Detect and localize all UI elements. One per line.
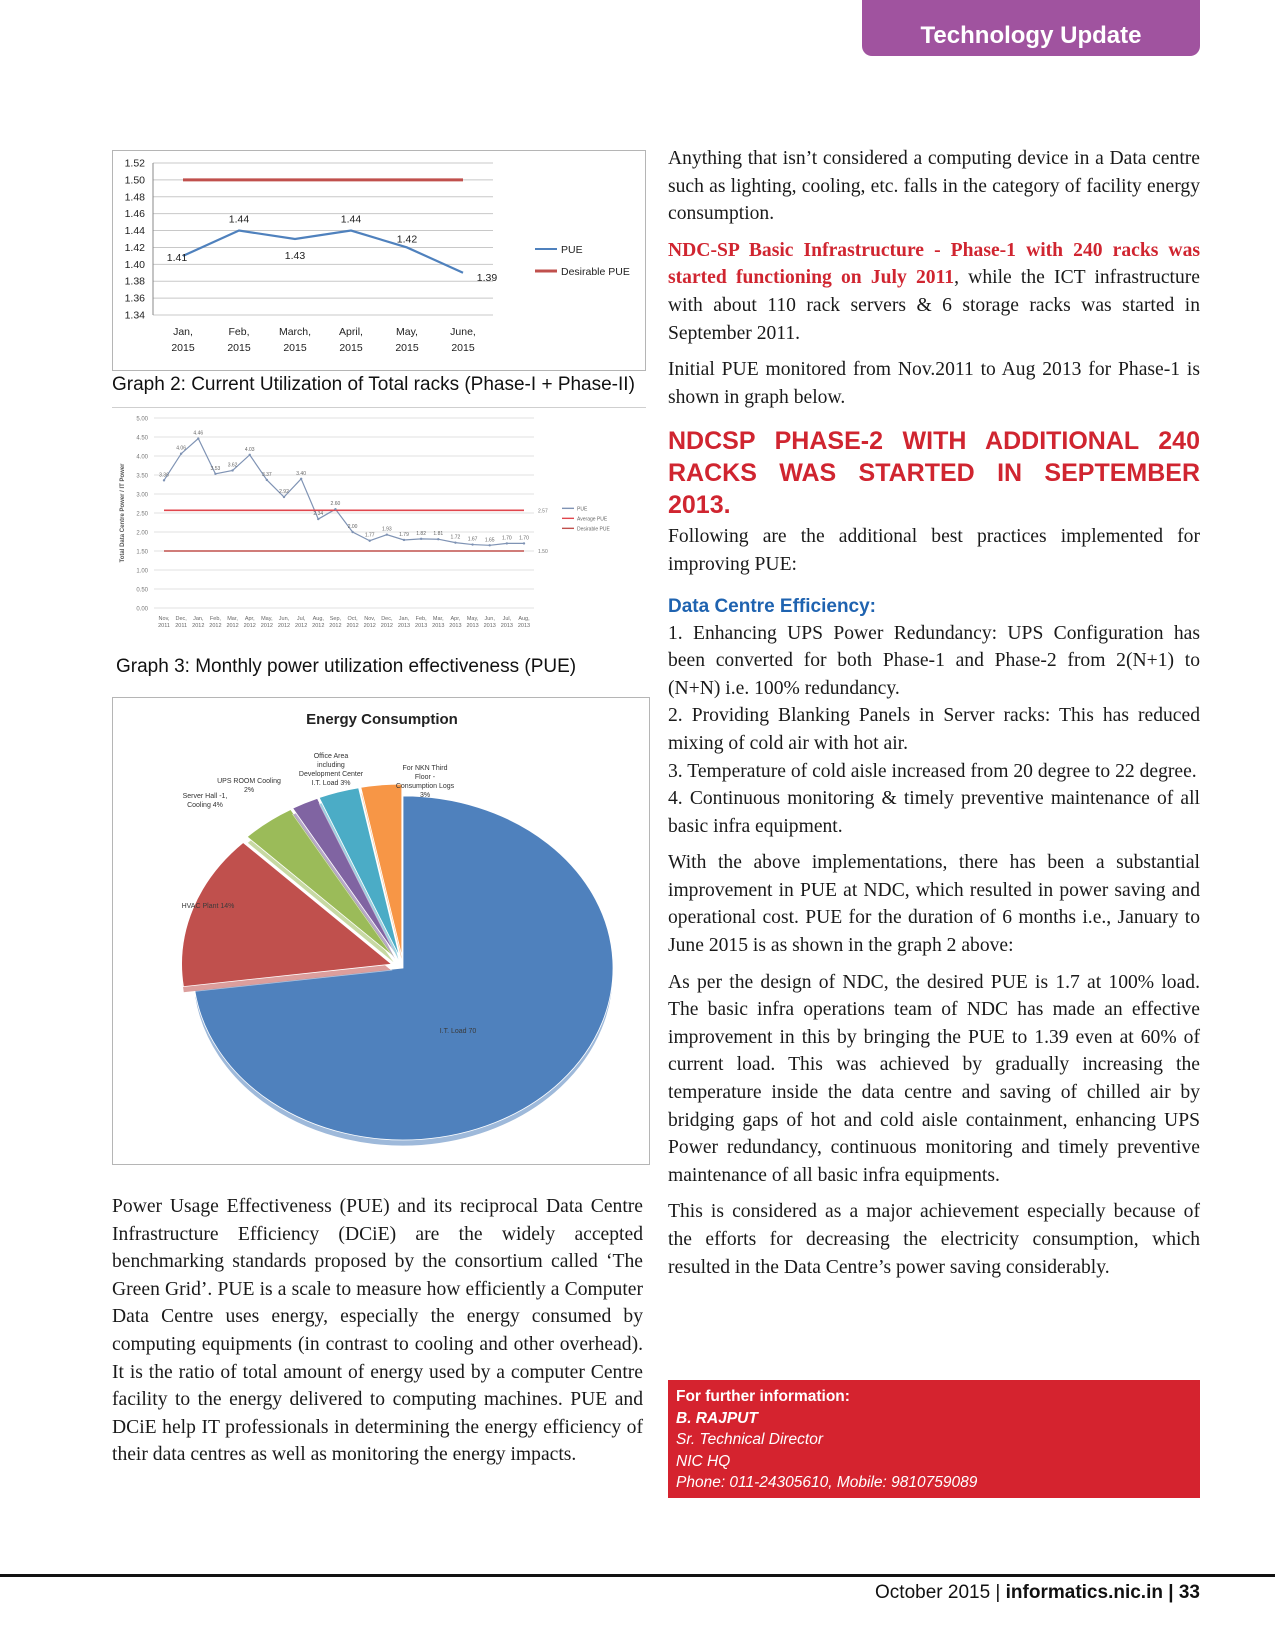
x-tick-label: Jan, (398, 616, 410, 622)
data-label: 3.53 (210, 465, 221, 472)
design-pue-paragraph: As per the design of NDC, the desired PUE is 1.7 at 100% load. The basic infra operations team of NDC has made an effective improvement in this by bringing the PUE to 1.39 even at 60% of current load. This was achieved by gradually increasing the temperature inside the data centre and saving of chilled air by bridging gaps of hot and cold aisle containment, enhancing UPS Power redundancy, continuous monitoring and timely preventive maintenance of all basic infra equipments. (668, 971, 1200, 1186)
data-point (506, 542, 508, 544)
y-tick-label: 1.44 (124, 225, 145, 238)
x-tick-label: 2013 (415, 623, 428, 629)
y-tick-label: 4.00 (136, 454, 148, 461)
data-point (266, 479, 268, 481)
legend-label: PUE (577, 506, 588, 513)
pie-slice-label: 2% (243, 787, 255, 794)
data-label: 3.40 (296, 470, 307, 477)
x-tick-label: Feb, (415, 616, 427, 622)
x-tick-label: Jun, (278, 616, 290, 622)
pie-slice-label: Development Center (298, 771, 364, 778)
x-tick-label: Feb, (209, 616, 221, 622)
contact-info-box (668, 1380, 1200, 1498)
data-point (369, 540, 371, 542)
x-tick-label: Nov, (158, 616, 170, 622)
legend-label: Average PUE (577, 516, 608, 523)
graph3-figure (112, 407, 646, 657)
list-item: 3. Temperature of cold aisle increased from 20 degree to 22 degree. (668, 760, 1197, 782)
page-number: 33 (1178, 1582, 1200, 1603)
x-tick-label: May, (466, 616, 479, 622)
data-label: 1.67 (467, 536, 478, 543)
energy-pie-chart (113, 698, 651, 1166)
data-label: 3.62 (227, 462, 238, 469)
pie-slice-label: I.T. Load 3% (311, 780, 351, 787)
footer-separator: | (1168, 1582, 1174, 1603)
y-tick-label: 1.34 (124, 309, 145, 322)
data-point (437, 538, 439, 540)
data-label: 1.44 (340, 213, 362, 226)
y-tick-label: 0.00 (136, 606, 148, 613)
data-label: 1.72 (450, 534, 461, 541)
y-tick-label: 1.42 (124, 241, 145, 254)
efficiency-subheading: Data Centre Efficiency: (668, 595, 877, 617)
list-item: 4. Continuous monitoring & timely preventive maintenance of all basic infra equipment. (668, 788, 1200, 837)
data-label: 2.92 (279, 489, 289, 496)
x-tick-label: 2012 (363, 623, 376, 629)
pie-slice-label: Server Hall -1, (182, 793, 228, 800)
x-tick-label: Apr, (450, 616, 461, 622)
x-tick-label: 2013 (483, 623, 496, 629)
x-tick-label: March, (278, 326, 312, 338)
x-tick-label: June, (450, 326, 476, 338)
data-point (180, 453, 182, 455)
y-tick-label: 0.50 (136, 587, 148, 594)
data-point (489, 544, 491, 546)
graph3-chart (112, 408, 646, 658)
graph2-chart (113, 151, 647, 372)
efficiency-list (668, 620, 1200, 841)
data-label: 1.39 (476, 271, 498, 284)
x-tick-label: 2015 (451, 342, 475, 354)
legend-label: Desirable PUE (561, 266, 630, 278)
series-line-pue (164, 439, 524, 546)
pie-slice-label: 3% (419, 792, 431, 799)
y-tick-label: 1.40 (124, 258, 145, 271)
contact-phone: Phone: 011-24305610, Mobile: 9810759089 (676, 1474, 978, 1491)
initial-pue-paragraph: Initial PUE monitored from Nov.2011 to Aug 2013 for Phase-1 is shown in graph below. (668, 359, 1200, 408)
pie-slice-label: Floor - (414, 774, 436, 781)
footer-site: informatics.nic.in (1005, 1582, 1163, 1603)
y-axis-label: Total Data Centre Power / IT Power (120, 463, 126, 563)
phase1-paragraph (668, 237, 1200, 347)
data-label: 1.41 (166, 251, 188, 264)
pie-slice-label: For NKN Third (402, 765, 448, 772)
y-tick-label: 1.50 (136, 549, 148, 556)
contact-designation: Sr. Technical Director (676, 1431, 824, 1448)
data-label: 4.03 (244, 446, 255, 453)
x-tick-label: 2011 (158, 623, 170, 629)
x-tick-label: 2013 (517, 623, 531, 629)
pie-slice-label: Consumption Logs (395, 783, 455, 790)
end-label: 1.50 (538, 549, 548, 555)
data-point (249, 454, 251, 456)
graph3-caption: Graph 3: Monthly power utilization effectiveness (PUE) (116, 656, 577, 677)
pie-slice-label: Cooling 4% (187, 802, 223, 809)
pie-slice-label: HVAC Plant 14% (181, 903, 235, 910)
x-tick-label: 2015 (339, 342, 363, 354)
pie-slice-label: I.T. Load 70 (439, 1028, 477, 1035)
data-label: 1.43 (284, 250, 306, 262)
data-label: 1.70 (519, 535, 529, 542)
data-label: 2.00 (347, 524, 358, 530)
x-tick-label: Sep, (329, 616, 342, 622)
data-point (403, 539, 405, 541)
y-tick-label: 4.50 (136, 435, 148, 442)
list-item: 2. Providing Blanking Panels in Server racks: This has reduced mixing of cold air with hot air. (668, 705, 1200, 754)
x-tick-label: 2012 (346, 623, 359, 629)
right-column (668, 145, 1200, 1290)
contact-office: NIC HQ (676, 1452, 731, 1470)
graph2-caption: Graph 2: Current Utilization of Total racks (Phase-I + Phase-II) (112, 374, 635, 395)
section-label: Technology Update (862, 0, 1200, 56)
y-tick-label: 1.00 (136, 568, 148, 575)
pie-slice-label: UPS ROOM Cooling (217, 778, 281, 785)
legend-label: PUE (561, 244, 583, 256)
y-tick-label: 1.50 (124, 174, 145, 187)
data-label: 1.93 (381, 526, 392, 533)
data-label: 1.82 (416, 530, 427, 537)
phase1-rest: , while the ICT infrastructure with about 110 rack servers & 6 storage racks was started in September 2011. (668, 267, 1200, 344)
x-tick-label: 2013 (397, 623, 411, 629)
x-tick-label: Dec, (381, 616, 393, 622)
y-tick-label: 2.50 (136, 511, 148, 518)
footer-divider (0, 1574, 1275, 1577)
data-point (317, 518, 319, 520)
y-tick-label: 5.00 (136, 416, 148, 423)
end-label: 2.57 (538, 508, 548, 515)
data-label: 3.37 (261, 471, 272, 478)
phase1-highlight: NDC-SP Basic Infrastructure - Phase-1 with 240 racks was started functioning on July 2011 (668, 239, 1200, 289)
x-tick-label: Jul, (296, 616, 306, 622)
data-point (197, 437, 199, 439)
y-tick-label: 1.48 (124, 191, 145, 204)
x-tick-label: May, (396, 326, 418, 338)
data-point (231, 469, 233, 471)
x-tick-label: 2015 (283, 342, 307, 354)
x-tick-label: 2012 (295, 623, 308, 629)
pue-definition-paragraph: Power Usage Effectiveness (PUE) and its reciprocal Data Centre Infrastructure Efficiency (DCiE) are the widely accepted benchmarking standards proposed by the consortium called ‘The Green Grid’. PUE is a scale to measure how efficiently a Computer Data Centre uses energy, especially the energy consumed by computing equipments (in contrast to cooling and other overhead). It is the ratio of total amount of energy used by a computer Centre facility to the energy delivered to computing machines. PUE and DCiE help IT professionals in determining the energy efficiency of their data centres as well as monitoring the energy impacts. (112, 1196, 643, 1466)
pie-title: Energy Consumption (306, 711, 458, 728)
best-practices-intro: Following are the additional best practices implemented for improving PUE: (668, 526, 1200, 575)
facility-energy-paragraph: Anything that isn’t considered a computing device in a Data centre such as lighting, cooling, etc. falls in the category of facility energy consumption. (668, 148, 1200, 225)
data-label: 2.34 (313, 511, 324, 518)
pie-slice-label: including (317, 762, 345, 769)
list-item: 1. Enhancing UPS Power Redundancy: UPS Configuration has been converted for both Phase-1 and Phase-2 from 2(N+1) to (N+N) i.e. 100% redundancy. (668, 622, 1200, 699)
x-tick-label: 2012 (380, 623, 393, 629)
x-tick-label: Aug, (312, 616, 324, 622)
x-tick-label: Aug, (518, 616, 530, 622)
y-tick-label: 3.50 (136, 473, 148, 480)
data-point (163, 479, 165, 481)
data-label: 1.70 (501, 535, 512, 542)
data-point (214, 473, 216, 475)
pie-slice-label: Office Area (313, 753, 349, 760)
x-tick-label: May, (261, 616, 273, 622)
data-label: 1.81 (433, 531, 444, 538)
energy-pie-figure (112, 697, 650, 1165)
graph2-figure (112, 150, 646, 371)
x-tick-label: Jul, (502, 616, 512, 622)
achievement-paragraph: This is considered as a major achievement especially because of the efforts for decreasing the electricity consumption, which resulted in the Data Centre’s power saving considerably. (668, 1201, 1200, 1278)
data-label: 1.65 (484, 537, 495, 544)
data-label: 2.60 (330, 501, 341, 508)
data-label: 3.36 (159, 472, 169, 479)
data-point (283, 496, 285, 498)
x-tick-label: 2012 (243, 623, 256, 629)
x-tick-label: Mar, (227, 616, 238, 622)
data-point (454, 541, 456, 543)
series-line-pue (183, 231, 463, 273)
x-tick-label: 2013 (466, 623, 479, 629)
data-point (334, 508, 336, 510)
x-tick-label: 2012 (277, 623, 291, 629)
x-tick-label: Nov, (364, 616, 376, 622)
data-label: 1.79 (399, 531, 409, 538)
data-label: 4.06 (176, 445, 187, 452)
page-footer (875, 1582, 1200, 1604)
x-tick-label: Jun, (484, 616, 495, 622)
data-point (471, 543, 473, 545)
x-tick-label: Oct, (347, 616, 358, 622)
x-tick-label: 2012 (329, 623, 342, 629)
x-tick-label: 2013 (449, 623, 462, 629)
improvement-paragraph: With the above implementations, there has been a substantial improvement in PUE at NDC, which resulted in power saving and operational cost. PUE for the duration of 6 months i.e., January to June 2015 is as shown in the graph 2 above: (668, 852, 1200, 957)
y-tick-label: 1.38 (124, 275, 145, 288)
data-point (300, 478, 302, 480)
data-label: 1.44 (228, 213, 250, 226)
y-tick-label: 2.00 (136, 530, 148, 537)
x-tick-label: 2012 (209, 623, 222, 629)
y-tick-label: 1.52 (124, 157, 145, 170)
x-tick-label: 2013 (500, 623, 513, 629)
x-tick-label: 2015 (227, 342, 251, 354)
x-tick-label: Mar, (432, 616, 444, 622)
x-tick-label: 2012 (192, 623, 205, 629)
contact-name: B. RAJPUT (676, 1409, 758, 1427)
x-tick-label: Jan, (173, 326, 193, 338)
data-label: 1.77 (364, 532, 375, 539)
x-tick-label: Dec, (175, 616, 187, 622)
y-tick-label: 1.46 (124, 208, 145, 221)
data-label: 1.42 (396, 233, 418, 246)
x-tick-label: April, (339, 326, 363, 338)
x-tick-label: 2012 (260, 623, 273, 629)
data-label: 4.46 (193, 430, 204, 437)
legend-label: Desirable PUE (577, 526, 610, 533)
x-tick-label: Apr, (244, 616, 255, 622)
x-tick-label: Feb, (228, 326, 250, 338)
y-tick-label: 1.36 (124, 292, 145, 305)
data-point (386, 533, 388, 535)
info-title: For further information: (676, 1388, 850, 1405)
data-point (523, 542, 525, 544)
x-tick-label: 2015 (395, 342, 419, 354)
x-tick-label: 2012 (226, 623, 239, 629)
y-tick-label: 3.00 (136, 492, 148, 499)
x-tick-label: 2013 (432, 623, 445, 629)
data-point (420, 538, 422, 540)
footer-date: October 2015 | (875, 1582, 1001, 1603)
phase2-heading: NDCSP PHASE-2 WITH ADDITIONAL 240 RACKS WAS STARTED IN SEPTEMBER 2013. (668, 427, 1200, 520)
x-tick-label: 2012 (312, 623, 325, 629)
x-tick-label: Jan, (193, 616, 204, 622)
x-tick-label: 2015 (171, 342, 195, 354)
x-tick-label: 2011 (175, 623, 188, 629)
data-point (351, 531, 353, 533)
